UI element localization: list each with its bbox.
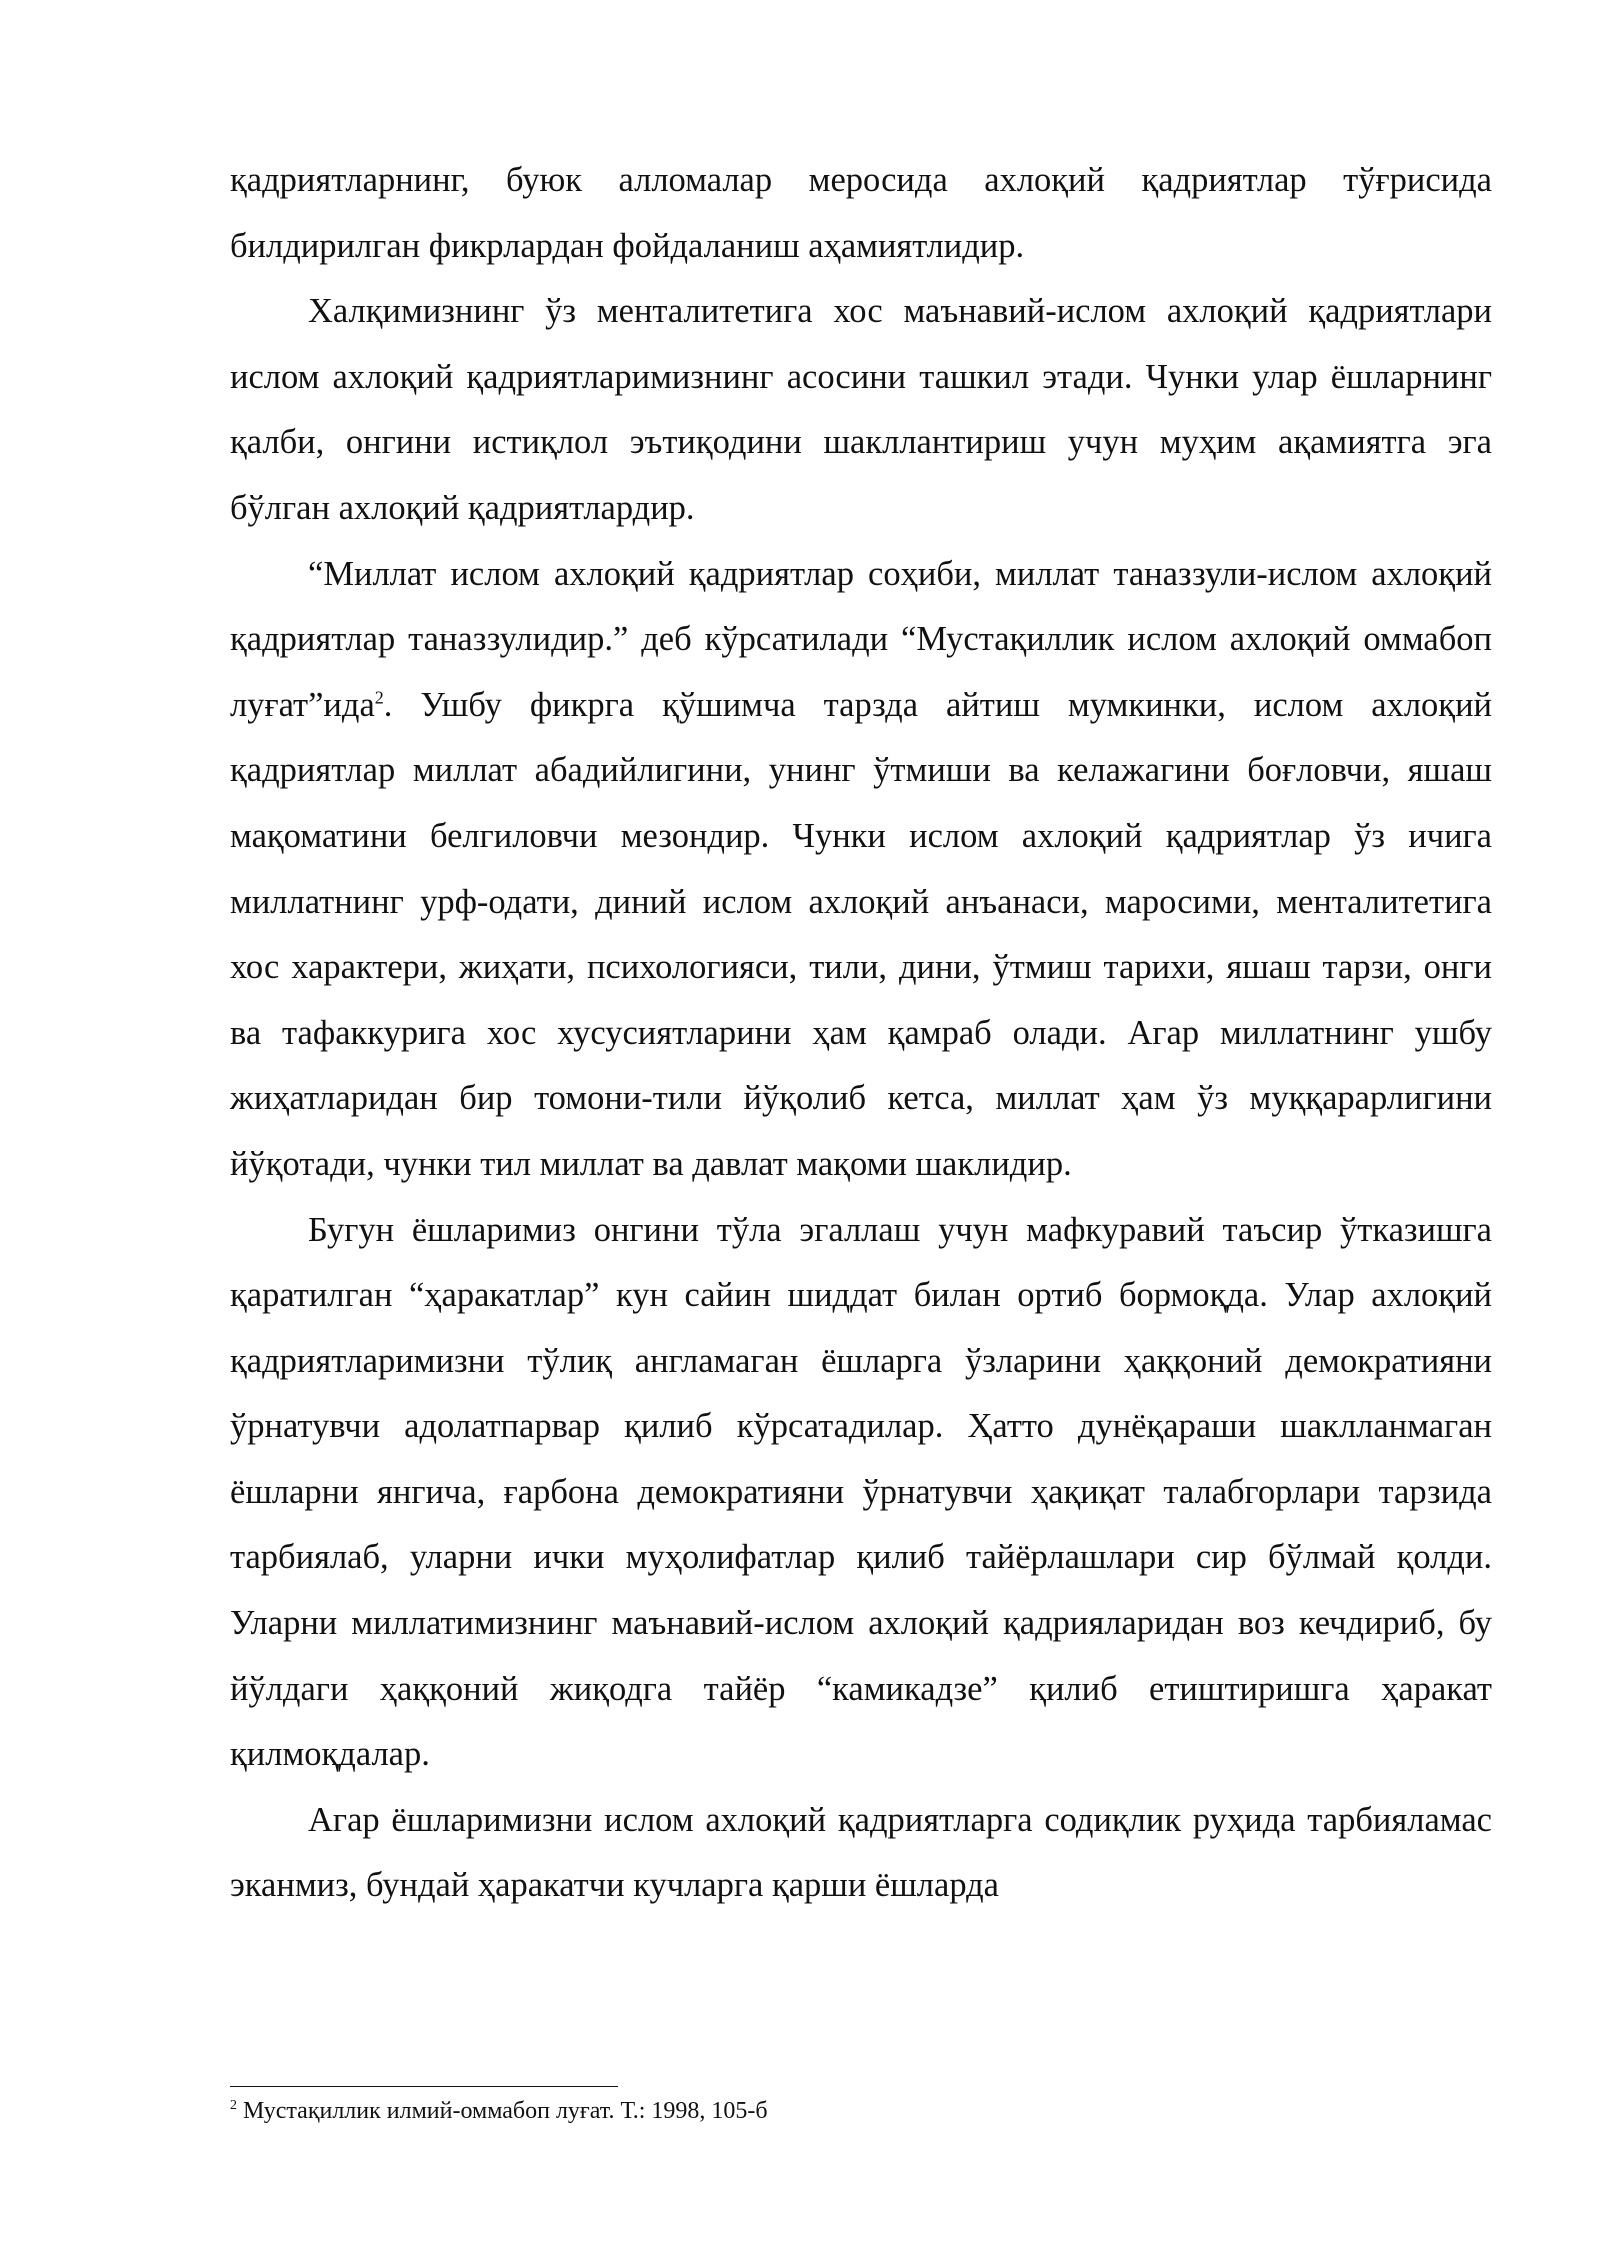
paragraph-last: Агар ёшларимизни ислом ахлоқий қадриятларга содиқлик руҳида тарбияламас эканмиз, бундай ҳаракатчи кучларга қарши ёшларда (230, 1800, 1492, 1905)
paragraph-continuation: қадриятларнинг, буюк алломалар меросида ахлоқий қадриятлар тўғрисида билдирилган фикрлардан фойдаланиш аҳамиятлидир. (230, 161, 1492, 265)
footnote-text: Мустақиллик илмий-оммабоп луғат. Т.: 1998, 105-б (237, 2098, 768, 2124)
footnote-separator (230, 2086, 618, 2087)
paragraph-text-before-ref: “Миллат ислом ахлоқий қадриятлар соҳиби, миллат таназзули-ислом ахлоқий қадриятлар таназзулидир.” деб кўрсатилади “Мустақиллик ислом ахлоқий оммабоп луғат”ида (230, 554, 1492, 724)
paragraph: Бугун ёшларимиз онгини тўла эгаллаш учун мафкуравий таъсир ўтказишга қаратилган “ҳаракатлар” кун сайин шиддат билан ортиб бормоқда. Улар ахлоқий қадриятларимизни тўлиқ англамаган ёшларга ўзларини ҳаққоний демократияни ўрнатувчи адолатпарвар қилиб кўрсатадилар. Ҳатто дунёқараши шаклланмаган ёшларни янгича, ғарбона демократияни ўрнатувчи ҳақиқат талабгорлари тарзида тарбиялаб, уларни ички муҳолифатлар қилиб тайёрлашлари сир бўлмай қолди. Уларни миллатимизнинг маънавий-ислом ахлоқий қадрияларидан воз кечдириб, бу йўлдаги ҳаққоний жиқодга тайёр “камикадзе” қилиб етиштиришга ҳаракат қилмоқдалар. (230, 1210, 1492, 1774)
paragraph-text-after-ref: . Ушбу фикрга қўшимча тарзда айтиш мумкинки, ислом ахлоқий қадриятлар миллат абадийлигини, унинг ўтмиши ва келажагини боғловчи, яшаш мақоматини белгиловчи мезондир. Чунки ислом ахлоқий қадриятлар ўз ичига миллатнинг урф-одати, диний ислом ахлоқий анъанаси, маросими, менталитетига хос характери, жиҳати, психологияси, тили, дини, ўтмиш тарихи, яшаш тарзи, онги ва тафаккурига хос хусусиятларини ҳам қамраб олади. Агар миллатнинг ушбу жиҳатларидан бир томони-тили йўқолиб кетса, миллат ҳам ўз муққарарлигини йўқотади, чунки тил миллат ва давлат мақоми шаклидир. (230, 685, 1492, 1183)
footnote (230, 2094, 1492, 2128)
body-text (230, 148, 1492, 1919)
footnote-reference[interactable]: 2 (374, 687, 384, 708)
paragraph-with-footnote-ref (230, 542, 1492, 1198)
footnote-number: 2 (230, 2098, 237, 2113)
paragraph: Халқимизнинг ўз менталитетига хос маънавий-ислом ахлоқий қадриятлари ислом ахлоқий қадриятларимизнинг асосини ташкил этади. Чунки улар ёшларнинг қалби, онгини истиқлол эътиқодини шакллантириш учун муҳим ақамиятга эга бўлган ахлоқий қадриятлардир. (230, 292, 1492, 527)
